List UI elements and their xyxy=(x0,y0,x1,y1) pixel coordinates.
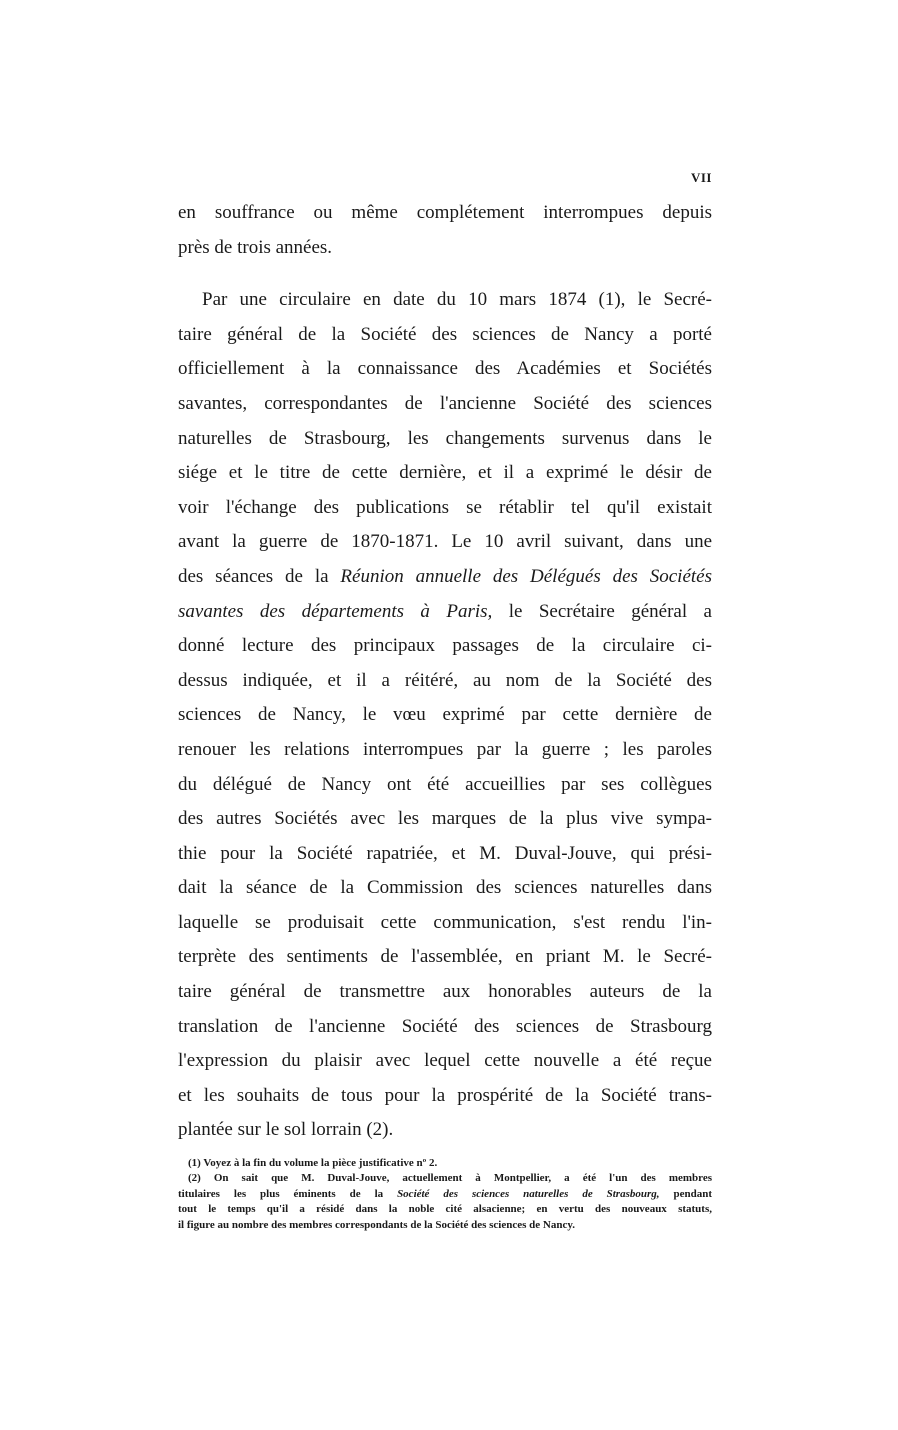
text-line: officiellement à la connaissance des Académies et Sociétés xyxy=(178,358,712,380)
footnote-line: (2) On sait que M. Duval-Jouve, actuellement à Montpellier, a été l'un des membres xyxy=(188,1172,712,1185)
text-line: voir l'échange des publications se rétablir tel qu'il existait xyxy=(178,496,712,518)
paragraph-gap xyxy=(178,265,712,283)
text-line: en souffrance ou même complétement interrompues depuis xyxy=(178,202,712,223)
text-line: laquelle se produisait cette communication, s'est rendu l'in- xyxy=(178,911,712,933)
text-line xyxy=(178,560,712,595)
footnote-1: (1) Voyez à la fin du volume la pièce justificative nº 2. xyxy=(188,1157,438,1169)
line-text: le Secrétaire général a xyxy=(492,600,712,622)
text-line: translation de l'ancienne Société des sciences de Strasbourg xyxy=(178,1015,712,1037)
text-line: taire général de la Société des sciences de Nancy a porté xyxy=(178,323,712,345)
text-line: renouer les relations interrompues par la guerre ; les paroles xyxy=(178,738,712,760)
text-line: siége et le titre de cette dernière, et il a exprimé le désir de xyxy=(178,462,712,484)
text-line: avant la guerre de 1870-1871. Le 10 avril suivant, dans une xyxy=(178,531,712,553)
text-line: dessus indiquée, et il a réitéré, au nom de la Société des xyxy=(178,669,712,691)
text-line: dait la séance de la Commission des sciences naturelles dans xyxy=(178,877,712,899)
page-number: VII xyxy=(690,170,712,185)
line-text: pendant xyxy=(659,1187,712,1200)
text-line: des autres Sociétés avec les marques de la plus vive sympa- xyxy=(178,808,712,830)
paragraph-1 xyxy=(178,196,712,265)
text-line: naturelles de Strasbourg, les changements survenus dans le xyxy=(178,427,712,449)
text-line: taire général de transmettre aux honorables auteurs de la xyxy=(178,981,712,1003)
footnote-line: tout le temps qu'il a résidé dans la noble cité alsacienne; en vertu des nouveaux statuts, xyxy=(178,1203,712,1216)
body-text xyxy=(178,196,712,1148)
text-line xyxy=(178,595,712,630)
footnote-line: il figure au nombre des membres correspondants de la Société des sciences de Nancy. xyxy=(178,1218,575,1231)
text-line: terprète des sentiments de l'assemblée, en priant M. le Secré- xyxy=(178,946,712,968)
text-line: plantée sur le sol lorrain (2). xyxy=(178,1119,394,1141)
text-line: l'expression du plaisir avec lequel cette nouvelle a été reçue xyxy=(178,1050,712,1072)
text-line: du délégué de Nancy ont été accueillies par ses collègues xyxy=(178,773,712,795)
footnote-line xyxy=(178,1187,712,1202)
italic-title: Réunion annuelle des Délégués des Sociétés xyxy=(340,565,713,587)
text-line: thie pour la Société rapatriée, et M. Duval-Jouve, qui prési- xyxy=(178,842,712,864)
italic-title: savantes des départements à Paris, xyxy=(178,600,493,622)
italic-title: Société des sciences naturelles de Strasbourg, xyxy=(397,1187,660,1200)
text-line: et les souhaits de tous pour la prospérité de la Société trans- xyxy=(178,1084,712,1106)
footnotes xyxy=(178,1156,712,1233)
line-text: des séances de la xyxy=(178,565,341,587)
text-line: donné lecture des principaux passages de la circulaire ci- xyxy=(178,635,712,657)
text-line: près de trois années. xyxy=(178,236,333,258)
paragraph-2 xyxy=(178,283,712,1148)
text-line: savantes, correspondantes de l'ancienne Société des sciences xyxy=(178,392,712,414)
text-line: Par une circulaire en date du 10 mars 1874 (1), le Secré- xyxy=(202,289,712,311)
text-line: sciences de Nancy, le vœu exprimé par cette dernière de xyxy=(178,704,712,726)
footnote-2 xyxy=(178,1171,712,1233)
line-text: titulaires les plus éminents de la xyxy=(178,1187,398,1200)
